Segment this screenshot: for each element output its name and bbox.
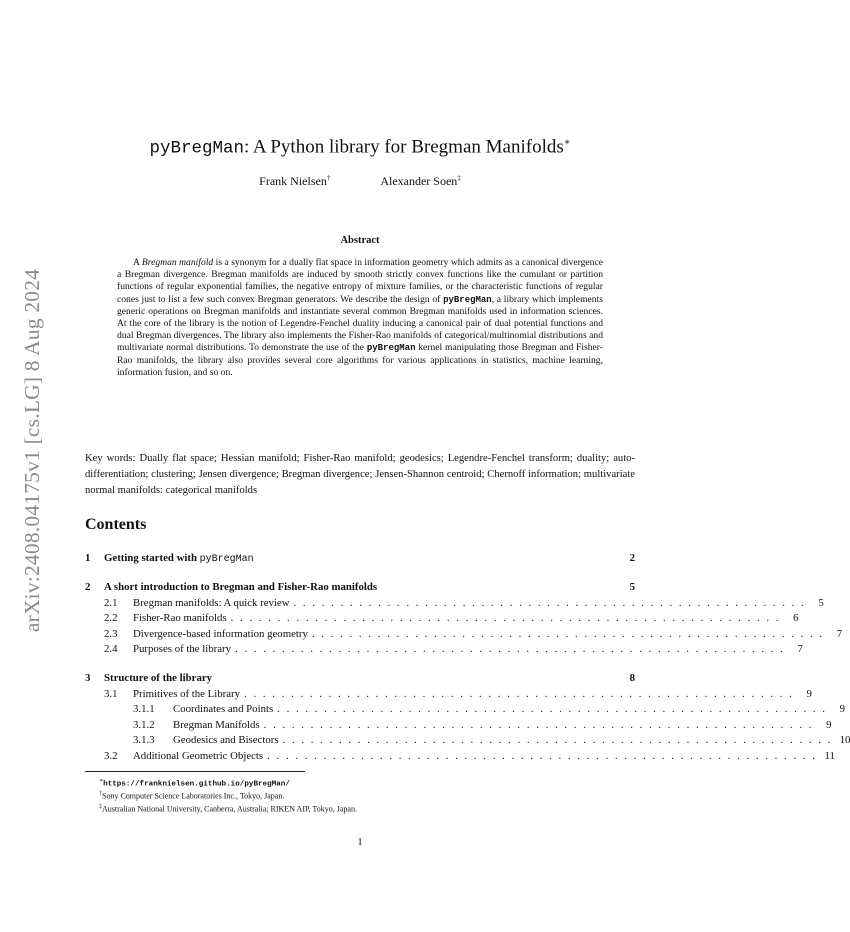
abstract-emphasis: Bregman manifold — [141, 257, 214, 268]
toc-entry-subsection-3-2[interactable]: 3.2 Additional Geometric Objects . . . . . . . . . . . . . . . . . . . . . . . . . . . . . . . . . . . . . . . . . . . . . . . . . . . . . . . . . . . 11 — [104, 750, 835, 762]
toc-entry-subsection-3-1[interactable]: 3.1 Primitives of the Library . . . . . . . . . . . . . . . . . . . . . . . . . . . . . . . . . . . . . . . . . . . . . . . . . . . . . . . . . . . 9 — [104, 688, 812, 700]
toc-leader-dots: . . . . . . . . . . . . . . . . . . . . . . . . . . . . . . . . . . . . . . . . . . . . . . . . . . . . . . . — [311, 628, 825, 640]
author-list — [0, 174, 720, 189]
toc-page-number: 5 — [818, 597, 824, 609]
toc-leader-dots: . . . . . . . . . . . . . . . . . . . . . . . . . . . . . . . . . . . . . . . . . . . . . . . . . . . . . . . . . . . — [244, 688, 794, 700]
toc-page-number: 6 — [793, 612, 799, 624]
toc-entry-subsubsection-3-1-2[interactable]: 3.1.2 Bregman Manifolds . . . . . . . . . . . . . . . . . . . . . . . . . . . . . . . . . . . . . . . . . . . . . . . . . . . . . . . . . . . 9 — [133, 719, 832, 731]
footnote-affiliation-sony: †Sony Computer Science Laboratories Inc., Tokyo, Japan. — [99, 791, 285, 801]
arxiv-identifier-stamp: arXiv:2408.04175v1 [cs.LG] 8 Aug 2024 — [20, 268, 45, 632]
author-frank-nielsen: Frank Nielsen† — [259, 174, 331, 188]
toc-entry-subsection-2-2[interactable]: 2.2 Fisher-Rao manifolds . . . . . . . . . . . . . . . . . . . . . . . . . . . . . . . . . . . . . . . . . . . . . . . . . . . . . . . . . . . 6 — [104, 612, 799, 624]
abstract-body: A Bregman manifold is a synonym for a dually flat space in information geometry which admits as a canonical divergence a Bregman divergence. Bregman manifolds are induced by smooth strictly convex functions like the cumulant or partition functions of regular exponential families, the negative entropy of mixture families, or the characteristic functions of regular cones just to list a few such convex Bregman generators. We describe the design of pyBregMan, a library which implements generic operations on Bregman manifolds and instantiate several common Bregman manifolds used in information sciences. At the core of the library is the notion of Legendre-Fenchel duality inducing a canonical pair of dual potential functions and dual Bregman divergences. The library also implements the Fisher-Rao manifolds of categorical/multinomial distributions and multivariate normal distributions. To demonstrate the use of the pyBregMan kernel manipulating those Bregman and Fisher-Rao manifolds, the library also provides several core algorithms for various applications in statistics, machine learning, information fusion, and so on. — [117, 257, 604, 378]
toc-leader-dots: . . . . . . . . . . . . . . . . . . . . . . . . . . . . . . . . . . . . . . . . . . . . . . . . . . . . . . . . . . . — [235, 643, 785, 655]
toc-page-number: 8 — [629, 672, 635, 684]
toc-entry-subsubsection-3-1-3[interactable]: 3.1.3 Geodesics and Bisectors . . . . . . . . . . . . . . . . . . . . . . . . . . . . . . . . . . . . . . . . . . . . . . . . . . . . . . . . . . . 10 — [133, 734, 850, 746]
author-alexander-soen: Alexander Soen‡ — [380, 174, 461, 188]
abstract-heading: Abstract — [340, 235, 380, 246]
title-text: : A Python library for Bregman Manifolds — [243, 136, 564, 158]
toc-entry-section-3[interactable]: 3 Structure of the library 8 — [85, 672, 635, 684]
toc-leader-dots: . . . . . . . . . . . . . . . . . . . . . . . . . . . . . . . . . . . . . . . . . . . . . . . . . . . . . . . . . . . — [267, 750, 817, 762]
toc-entry-section-2[interactable]: 2 A short introduction to Bregman and Fisher-Rao manifolds 5 — [85, 581, 635, 593]
toc-page-number: 9 — [826, 719, 832, 731]
footnote-project-url[interactable]: ∗https://franknielsen.github.io/pyBregMan/ — [99, 778, 290, 789]
toc-page-number: 9 — [806, 688, 812, 700]
toc-leader-dots: . . . . . . . . . . . . . . . . . . . . . . . . . . . . . . . . . . . . . . . . . . . . . . . . . . . . . . . . . . . — [277, 703, 827, 715]
toc-page-number: 9 — [839, 703, 845, 715]
toc-entry-subsubsection-3-1-1[interactable]: 3.1.1 Coordinates and Points . . . . . . . . . . . . . . . . . . . . . . . . . . . . . . . . . . . . . . . . . . . . . . . . . . . . . . . . . . . 9 — [133, 703, 845, 715]
footnote-divider — [85, 771, 305, 772]
toc-entry-subsection-2-1[interactable]: 2.1 Bregman manifolds: A quick review . . . . . . . . . . . . . . . . . . . . . . . . . . . . . . . . . . . . . . . . . . . . . . . . . . . . . . . 5 — [104, 597, 824, 609]
toc-page-number: 5 — [629, 581, 635, 593]
project-url-link[interactable]: https://franknielsen.github.io/pyBregMan/ — [103, 780, 290, 789]
toc-page-number: 11 — [824, 750, 835, 762]
page-number: 1 — [357, 837, 363, 848]
toc-page-number: 10 — [839, 734, 850, 746]
toc-page-number: 2 — [629, 552, 635, 564]
toc-leader-dots: . . . . . . . . . . . . . . . . . . . . . . . . . . . . . . . . . . . . . . . . . . . . . . . . . . . . . . . — [293, 597, 806, 609]
abstract-library-name: pyBregMan — [443, 294, 492, 305]
toc-page-number: 7 — [836, 628, 843, 640]
toc-leader-dots: . . . . . . . . . . . . . . . . . . . . . . . . . . . . . . . . . . . . . . . . . . . . . . . . . . . . . . . . . . . — [282, 734, 833, 746]
toc-leader-dots: . . . . . . . . . . . . . . . . . . . . . . . . . . . . . . . . . . . . . . . . . . . . . . . . . . . . . . . . . . . — [263, 719, 814, 731]
paper-title — [0, 130, 720, 161]
toc-entry-section-1[interactable]: 1 Getting started with pyBregMan 2 — [85, 552, 635, 565]
title-library-name: pyBregMan — [149, 138, 244, 159]
toc-entry-subsection-2-3[interactable]: 2.3 Divergence-based information geometry . . . . . . . . . . . . . . . . . . . . . . . . . . . . . . . . . . . . . . . . . . . . . . . . . . . . . . . 7 — [104, 628, 843, 640]
footnote-affiliation-anu: ‡Australian National University, Canberra, Australia; RIKEN AIP, Tokyo, Japan. — [99, 804, 357, 814]
contents-heading: Contents — [85, 516, 147, 533]
toc-page-number: 7 — [797, 643, 803, 655]
abstract-library-name: pyBregMan — [366, 343, 416, 354]
keywords-paragraph: Key words: Dually flat space; Hessian manifold; Fisher-Rao manifold; geodesics; Legendre-Fenchel transform; duality; auto-differentiation; clustering; Jensen divergence; Bregman divergence; Jensen-Shannon centroid; Chernoff information; multivariate normal manifolds: categorical manifolds — [85, 453, 635, 496]
toc-entry-subsection-2-4[interactable]: 2.4 Purposes of the library . . . . . . . . . . . . . . . . . . . . . . . . . . . . . . . . . . . . . . . . . . . . . . . . . . . . . . . . . . . 7 — [104, 643, 803, 655]
title-footnote-mark: ∗ — [563, 137, 571, 148]
toc-leader-dots: . . . . . . . . . . . . . . . . . . . . . . . . . . . . . . . . . . . . . . . . . . . . . . . . . . . . . . . . . . . — [230, 612, 781, 624]
